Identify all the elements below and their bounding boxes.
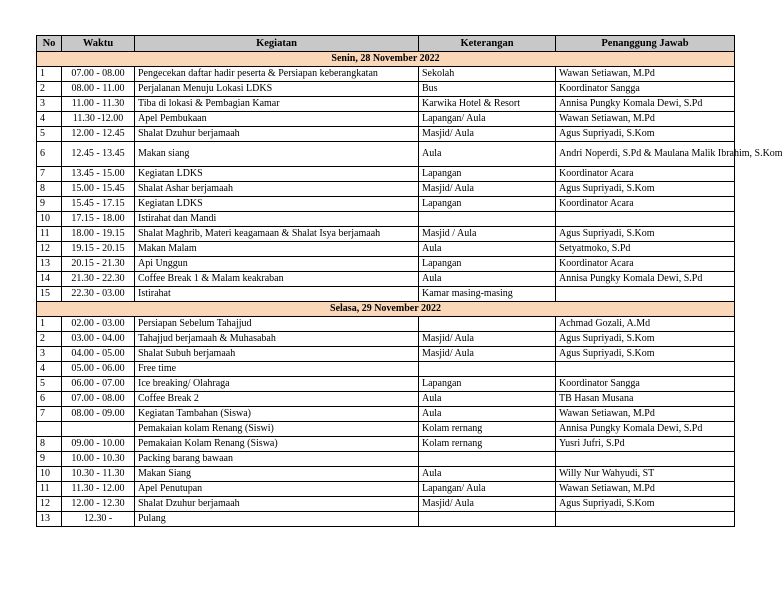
- cell-time: 09.00 - 10.00: [62, 437, 135, 452]
- cell-pic: Koordinator Acara: [556, 167, 735, 182]
- cell-time: 07.00 - 08.00: [62, 67, 135, 82]
- cell-pic: Yusri Jufri, S.Pd: [556, 437, 735, 452]
- cell-note: [419, 452, 556, 467]
- cell-pic: TB Hasan Musana: [556, 392, 735, 407]
- cell-pic: Agus Supriyadi, S.Kom: [556, 347, 735, 362]
- cell-activity: Ice breaking/ Olahraga: [135, 377, 419, 392]
- cell-pic: Wawan Setiawan, M.Pd: [556, 482, 735, 497]
- cell-activity: Shalat Dzuhur berjamaah: [135, 497, 419, 512]
- col-header-no: No: [37, 36, 62, 52]
- cell-time: 21.30 - 22.30: [62, 272, 135, 287]
- cell-activity: Packing barang bawaan: [135, 452, 419, 467]
- cell-no: 10: [37, 212, 62, 227]
- cell-pic: Agus Supriyadi, S.Kom: [556, 227, 735, 242]
- cell-activity: Persiapan Sebelum Tahajjud: [135, 317, 419, 332]
- cell-no: 6: [37, 142, 62, 167]
- cell-activity: Shalat Maghrib, Materi keagamaan & Shalat Isya berjamaah: [135, 227, 419, 242]
- cell-pic: Agus Supriyadi, S.Kom: [556, 497, 735, 512]
- cell-no: [37, 422, 62, 437]
- cell-note: Aula: [419, 467, 556, 482]
- table-row: [37, 82, 735, 97]
- cell-activity: Pemakaian Kolam Renang (Siswa): [135, 437, 419, 452]
- cell-time: 03.00 - 04.00: [62, 332, 135, 347]
- col-header-kegiatan: Kegiatan: [135, 36, 419, 52]
- cell-no: 5: [37, 127, 62, 142]
- cell-note: Kolam rernang: [419, 437, 556, 452]
- cell-note: Masjid/ Aula: [419, 127, 556, 142]
- cell-activity: Coffee Break 2: [135, 392, 419, 407]
- cell-time: 15.00 - 15.45: [62, 182, 135, 197]
- cell-activity: Tiba di lokasi & Pembagian Kamar: [135, 97, 419, 112]
- cell-pic: [556, 362, 735, 377]
- cell-pic: Koordinator Sangga: [556, 82, 735, 97]
- cell-time: 05.00 - 06.00: [62, 362, 135, 377]
- cell-pic: [556, 287, 735, 302]
- cell-activity: Istirahat: [135, 287, 419, 302]
- cell-pic: Koordinator Sangga: [556, 377, 735, 392]
- table-row: [37, 257, 735, 272]
- cell-time: 13.45 - 15.00: [62, 167, 135, 182]
- cell-activity: Makan siang: [135, 142, 419, 167]
- cell-time: 18.00 - 19.15: [62, 227, 135, 242]
- cell-no: 12: [37, 497, 62, 512]
- cell-note: Masjid/ Aula: [419, 497, 556, 512]
- cell-activity: Shalat Dzuhur berjamaah: [135, 127, 419, 142]
- table-row: [37, 97, 735, 112]
- cell-note: Aula: [419, 407, 556, 422]
- cell-no: 9: [37, 452, 62, 467]
- table-row: [37, 467, 735, 482]
- table-row: [37, 272, 735, 287]
- cell-pic: Agus Supriyadi, S.Kom: [556, 127, 735, 142]
- cell-activity: Coffee Break 1 & Malam keakraban: [135, 272, 419, 287]
- cell-no: 4: [37, 112, 62, 127]
- cell-note: Aula: [419, 392, 556, 407]
- table-row: [37, 482, 735, 497]
- cell-activity: Shalat Subuh berjamaah: [135, 347, 419, 362]
- cell-pic: Koordinator Acara: [556, 197, 735, 212]
- cell-no: 7: [37, 407, 62, 422]
- cell-time: 10.30 - 11.30: [62, 467, 135, 482]
- cell-time: 07.00 - 08.00: [62, 392, 135, 407]
- cell-note: [419, 317, 556, 332]
- cell-activity: Makan Malam: [135, 242, 419, 257]
- cell-note: Kamar masing-masing: [419, 287, 556, 302]
- cell-note: Masjid/ Aula: [419, 332, 556, 347]
- cell-pic: Andri Noperdi, S.Pd & Maulana Malik Ibrahim, S.Kom: [556, 142, 735, 167]
- cell-note: Bus: [419, 82, 556, 97]
- cell-no: 2: [37, 82, 62, 97]
- cell-note: Lapangan: [419, 197, 556, 212]
- cell-no: 13: [37, 512, 62, 527]
- table-row: [37, 377, 735, 392]
- table-row: [37, 67, 735, 82]
- cell-activity: Shalat Ashar berjamaah: [135, 182, 419, 197]
- cell-activity: Makan Siang: [135, 467, 419, 482]
- cell-pic: Annisa Pungky Komala Dewi, S.Pd: [556, 422, 735, 437]
- cell-time: 11.00 - 11.30: [62, 97, 135, 112]
- day-title: Senin, 28 November 2022: [37, 52, 735, 67]
- cell-note: [419, 212, 556, 227]
- table-row: [37, 332, 735, 347]
- cell-time: 19.15 - 20.15: [62, 242, 135, 257]
- cell-no: 1: [37, 67, 62, 82]
- cell-time: 10.00 - 10.30: [62, 452, 135, 467]
- table-row: [37, 242, 735, 257]
- table-row: [37, 392, 735, 407]
- table-row: [37, 347, 735, 362]
- cell-no: 10: [37, 467, 62, 482]
- table-row: [37, 227, 735, 242]
- cell-pic: [556, 212, 735, 227]
- table-row: [37, 497, 735, 512]
- table-row: [37, 512, 735, 527]
- cell-no: 3: [37, 347, 62, 362]
- cell-time: 06.00 - 07.00: [62, 377, 135, 392]
- cell-note: Lapangan/ Aula: [419, 482, 556, 497]
- cell-time: 08.00 - 09.00: [62, 407, 135, 422]
- table-row: [37, 112, 735, 127]
- cell-time: 22.30 - 03.00: [62, 287, 135, 302]
- cell-note: Masjid / Aula: [419, 227, 556, 242]
- cell-activity: Free time: [135, 362, 419, 377]
- cell-no: 2: [37, 332, 62, 347]
- header-row: [37, 36, 735, 52]
- cell-note: Aula: [419, 242, 556, 257]
- cell-activity: Istirahat dan Mandi: [135, 212, 419, 227]
- table-row: [37, 142, 735, 167]
- cell-no: 1: [37, 317, 62, 332]
- table-row: [37, 317, 735, 332]
- cell-no: 12: [37, 242, 62, 257]
- col-header-penanggung-jawab: Penanggung Jawab: [556, 36, 735, 52]
- cell-no: 8: [37, 182, 62, 197]
- cell-no: 8: [37, 437, 62, 452]
- cell-time: 12.00 - 12.30: [62, 497, 135, 512]
- cell-no: 11: [37, 482, 62, 497]
- cell-pic: Annisa Pungky Komala Dewi, S.Pd: [556, 97, 735, 112]
- cell-pic: Wawan Setiawan, M.Pd: [556, 112, 735, 127]
- day-header-row: [37, 52, 735, 67]
- cell-note: Masjid/ Aula: [419, 182, 556, 197]
- table-row: [37, 362, 735, 377]
- cell-activity: Kegiatan Tambahan (Siswa): [135, 407, 419, 422]
- table-row: [37, 212, 735, 227]
- cell-pic: Wawan Setiawan, M.Pd: [556, 407, 735, 422]
- cell-note: Aula: [419, 272, 556, 287]
- cell-note: Lapangan: [419, 167, 556, 182]
- cell-activity: Kegiatan LDKS: [135, 197, 419, 212]
- cell-activity: Perjalanan Menuju Lokasi LDKS: [135, 82, 419, 97]
- day-header-row: [37, 302, 735, 317]
- cell-activity: Pemakaian kolam Renang (Siswi): [135, 422, 419, 437]
- cell-activity: Api Unggun: [135, 257, 419, 272]
- col-header-keterangan: Keterangan: [419, 36, 556, 52]
- cell-activity: Apel Penutupan: [135, 482, 419, 497]
- table-row: [37, 167, 735, 182]
- cell-time: 20.15 - 21.30: [62, 257, 135, 272]
- cell-activity: Apel Pembukaan: [135, 112, 419, 127]
- table-body: [37, 52, 783, 527]
- cell-no: 5: [37, 377, 62, 392]
- cell-time: 02.00 - 03.00: [62, 317, 135, 332]
- schedule-table: [36, 35, 783, 527]
- cell-note: Lapangan/ Aula: [419, 112, 556, 127]
- cell-pic: Agus Supriyadi, S.Kom: [556, 182, 735, 197]
- table-row: [37, 422, 735, 437]
- cell-note: Karwika Hotel & Resort: [419, 97, 556, 112]
- cell-pic: Annisa Pungky Komala Dewi, S.Pd: [556, 272, 735, 287]
- cell-pic: [556, 452, 735, 467]
- cell-time: 12.30 -: [62, 512, 135, 527]
- table-row: [37, 407, 735, 422]
- cell-time: 04.00 - 05.00: [62, 347, 135, 362]
- cell-time: [62, 422, 135, 437]
- cell-time: 11.30 - 12.00: [62, 482, 135, 497]
- table-row: [37, 197, 735, 212]
- cell-activity: Tahajjud berjamaah & Muhasabah: [135, 332, 419, 347]
- cell-no: 11: [37, 227, 62, 242]
- cell-note: Aula: [419, 142, 556, 167]
- cell-note: Lapangan: [419, 377, 556, 392]
- day-title: Selasa, 29 November 2022: [37, 302, 735, 317]
- cell-time: 08.00 - 11.00: [62, 82, 135, 97]
- cell-pic: Willy Nur Wahyudi, ST: [556, 467, 735, 482]
- cell-note: [419, 362, 556, 377]
- cell-pic: Koordinator Acara: [556, 257, 735, 272]
- cell-note: Masjid/ Aula: [419, 347, 556, 362]
- cell-no: 13: [37, 257, 62, 272]
- cell-time: 12.00 - 12.45: [62, 127, 135, 142]
- cell-time: 11.30 -12.00: [62, 112, 135, 127]
- table-row: [37, 287, 735, 302]
- cell-note: Kolam rernang: [419, 422, 556, 437]
- cell-pic: Setyatmoko, S.Pd: [556, 242, 735, 257]
- cell-no: 6: [37, 392, 62, 407]
- cell-note: Lapangan: [419, 257, 556, 272]
- table-row: [37, 127, 735, 142]
- cell-pic: Wawan Setiawan, M.Pd: [556, 67, 735, 82]
- cell-pic: Achmad Gozali, A.Md: [556, 317, 735, 332]
- cell-activity: Pulang: [135, 512, 419, 527]
- table-header: [37, 36, 735, 52]
- cell-no: 3: [37, 97, 62, 112]
- cell-time: 17.15 - 18.00: [62, 212, 135, 227]
- cell-time: 15.45 - 17.15: [62, 197, 135, 212]
- table-row: [37, 452, 735, 467]
- cell-no: 7: [37, 167, 62, 182]
- cell-note: Sekolah: [419, 67, 556, 82]
- table-row: [37, 182, 735, 197]
- cell-pic: Agus Supriyadi, S.Kom: [556, 332, 735, 347]
- col-header-waktu: Waktu: [62, 36, 135, 52]
- cell-time: 12.45 - 13.45: [62, 142, 135, 167]
- cell-pic: [556, 512, 735, 527]
- cell-no: 9: [37, 197, 62, 212]
- cell-activity: Pengecekan daftar hadir peserta & Persiapan keberangkatan: [135, 67, 419, 82]
- table-row: [37, 437, 735, 452]
- cell-no: 15: [37, 287, 62, 302]
- cell-activity: Kegiatan LDKS: [135, 167, 419, 182]
- cell-no: 4: [37, 362, 62, 377]
- cell-note: [419, 512, 556, 527]
- cell-no: 14: [37, 272, 62, 287]
